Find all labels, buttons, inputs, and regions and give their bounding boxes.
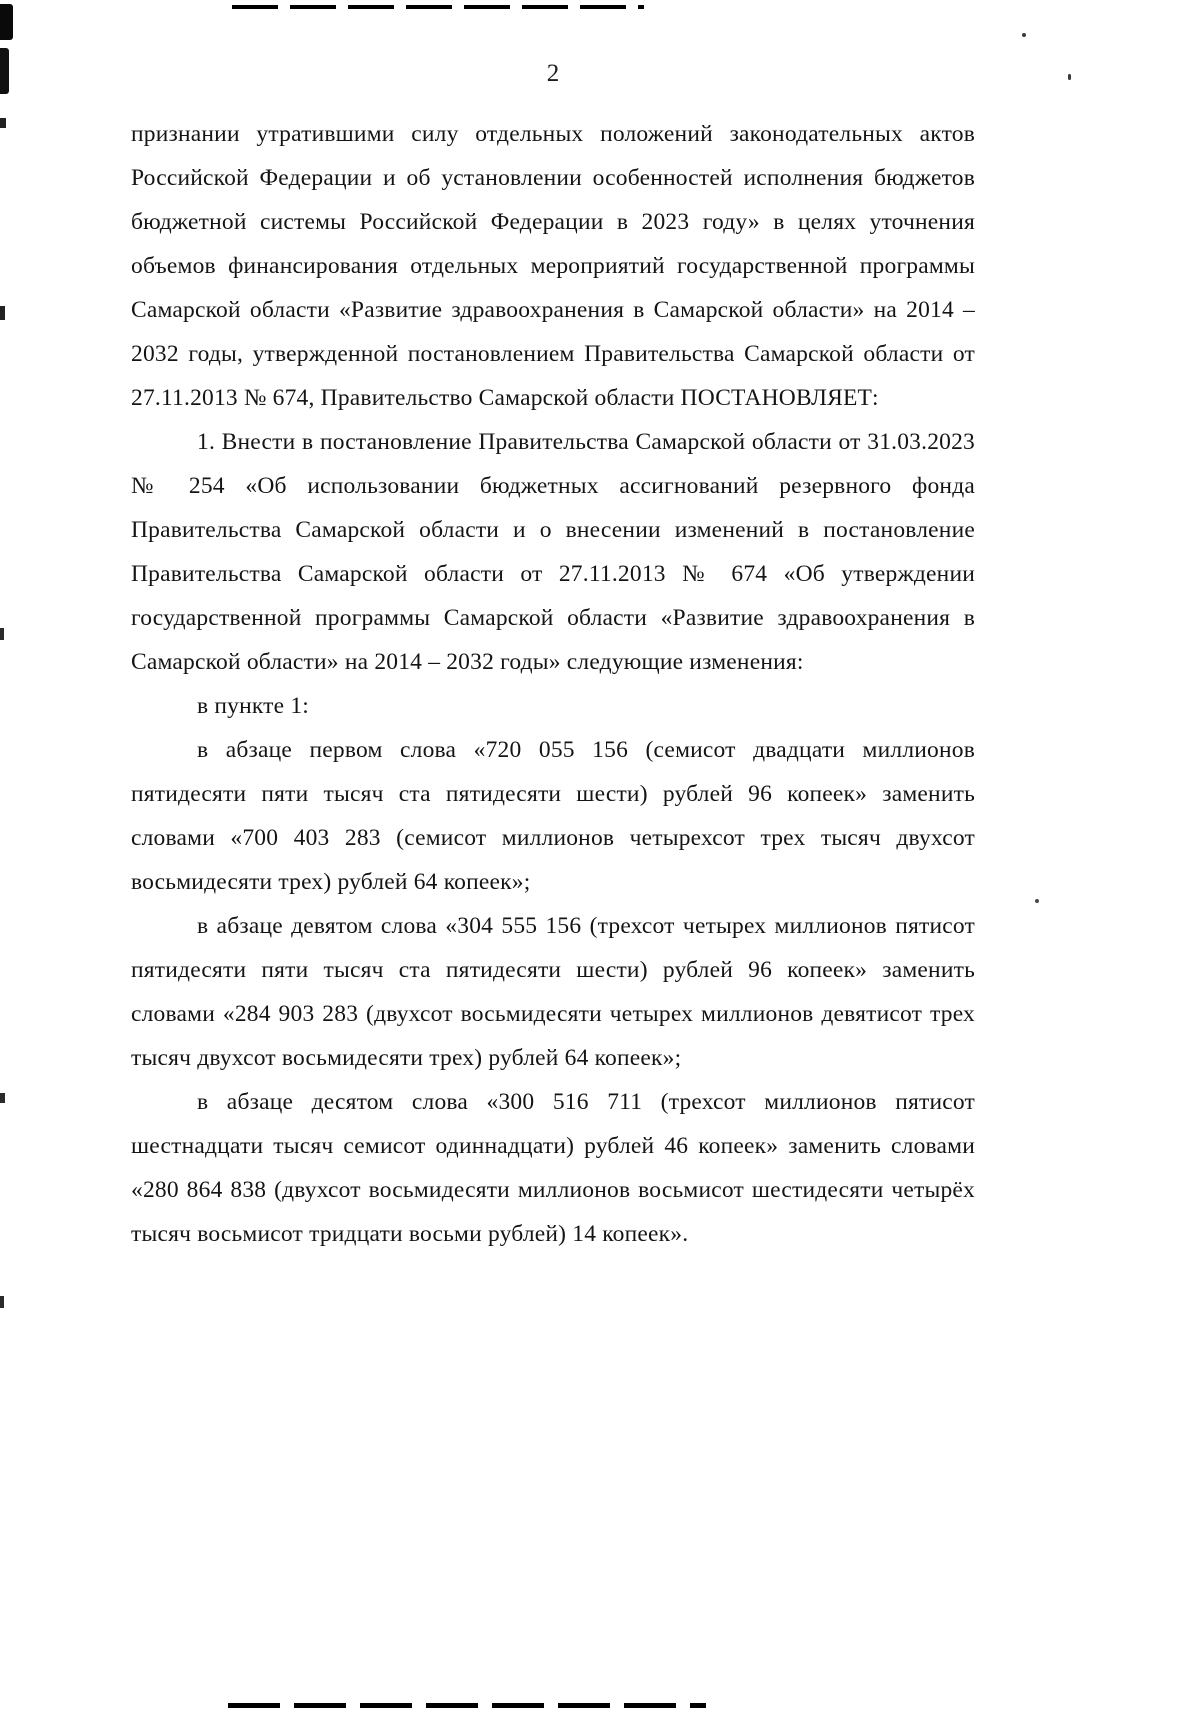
scan-artifact-speck <box>1068 74 1071 80</box>
paragraph-preamble: признании утратившими силу отдельных положений законодательных актов Российской Федерации и об установлении особенностей исполнения бюджетов бюджетной системы Российской Федерации в 2023 году» в целях уточнения объемов финансирования отдельных мероприятий государственной программы Самарской области «Развитие здравоохранения в Самарской области» на 2014 – 2032 годы, утвержденной постановлением Правительства Самарской области от 27.11.2013 № 674, Правительство Самарской области ПОСТАНОВЛЯЕТ: <box>131 121 975 411</box>
scan-artifact-left-corner-mark <box>0 4 13 40</box>
scan-artifact-edge-tick <box>0 1093 5 1103</box>
page-number: 2 <box>546 60 560 87</box>
scan-artifact-bottom-line <box>228 1703 706 1708</box>
paragraph-item-1: 1. Внести в постановление Правительства Самарской области от 31.03.2023 № 254 «Об использовании бюджетных ассигнований резервного фонда Правительства Самарской области и о внесении изменений в постановление Правительства Самарской области от 27.11.2013 № 674 «Об утверждении государственной программы Самарской области «Развитие здравоохранения в Самарской области» на 2014 – 2032 годы» следующие изменения: <box>131 429 975 675</box>
scan-artifact-speck <box>1022 33 1026 37</box>
scan-artifact-top-line <box>232 5 644 9</box>
paragraph-abzats-1: в абзаце первом слова «720 055 156 (семисот двадцати миллионов пятидесяти пяти тысяч ста пятидесяти шести) рублей 96 копеек» заменить словами «700 403 283 (семисот миллионов четырехсот трех тысяч двухсот восьмидесяти трех) рублей 64 копеек»; <box>131 737 975 895</box>
paragraph-point-1: в пункте 1: <box>197 693 310 719</box>
scan-artifact-edge-tick <box>0 628 4 640</box>
paragraph-abzats-9: в абзаце девятом слова «304 555 156 (трехсот четырех миллионов пятисот пятидесяти пяти тысяч ста пятидесяти шести) рублей 96 копеек» заменить словами «284 903 283 (двухсот восьмидесяти четырех миллионов девятисот трех тысяч двухсот восьмидесяти трех) рублей 64 копеек»; <box>131 913 975 1071</box>
scan-artifact-edge-tick <box>0 306 5 320</box>
scan-artifact-edge-tick <box>0 1296 4 1308</box>
scan-artifact-edge-tick <box>0 118 6 128</box>
paragraph-abzats-10: в абзаце десятом слова «300 516 711 (трехсот миллионов пятисот шестнадцати тысяч семисот одиннадцати) рублей 46 копеек» заменить словами «280 864 838 (двухсот восьмидесяти миллионов восьмисот шестидесяти четырёх тысяч восьмисот тридцати восьми рублей) 14 копеек». <box>131 1089 975 1247</box>
document-body <box>131 112 975 1256</box>
scan-artifact-left-corner-mark <box>0 48 9 94</box>
scan-artifact-speck <box>1035 899 1039 903</box>
